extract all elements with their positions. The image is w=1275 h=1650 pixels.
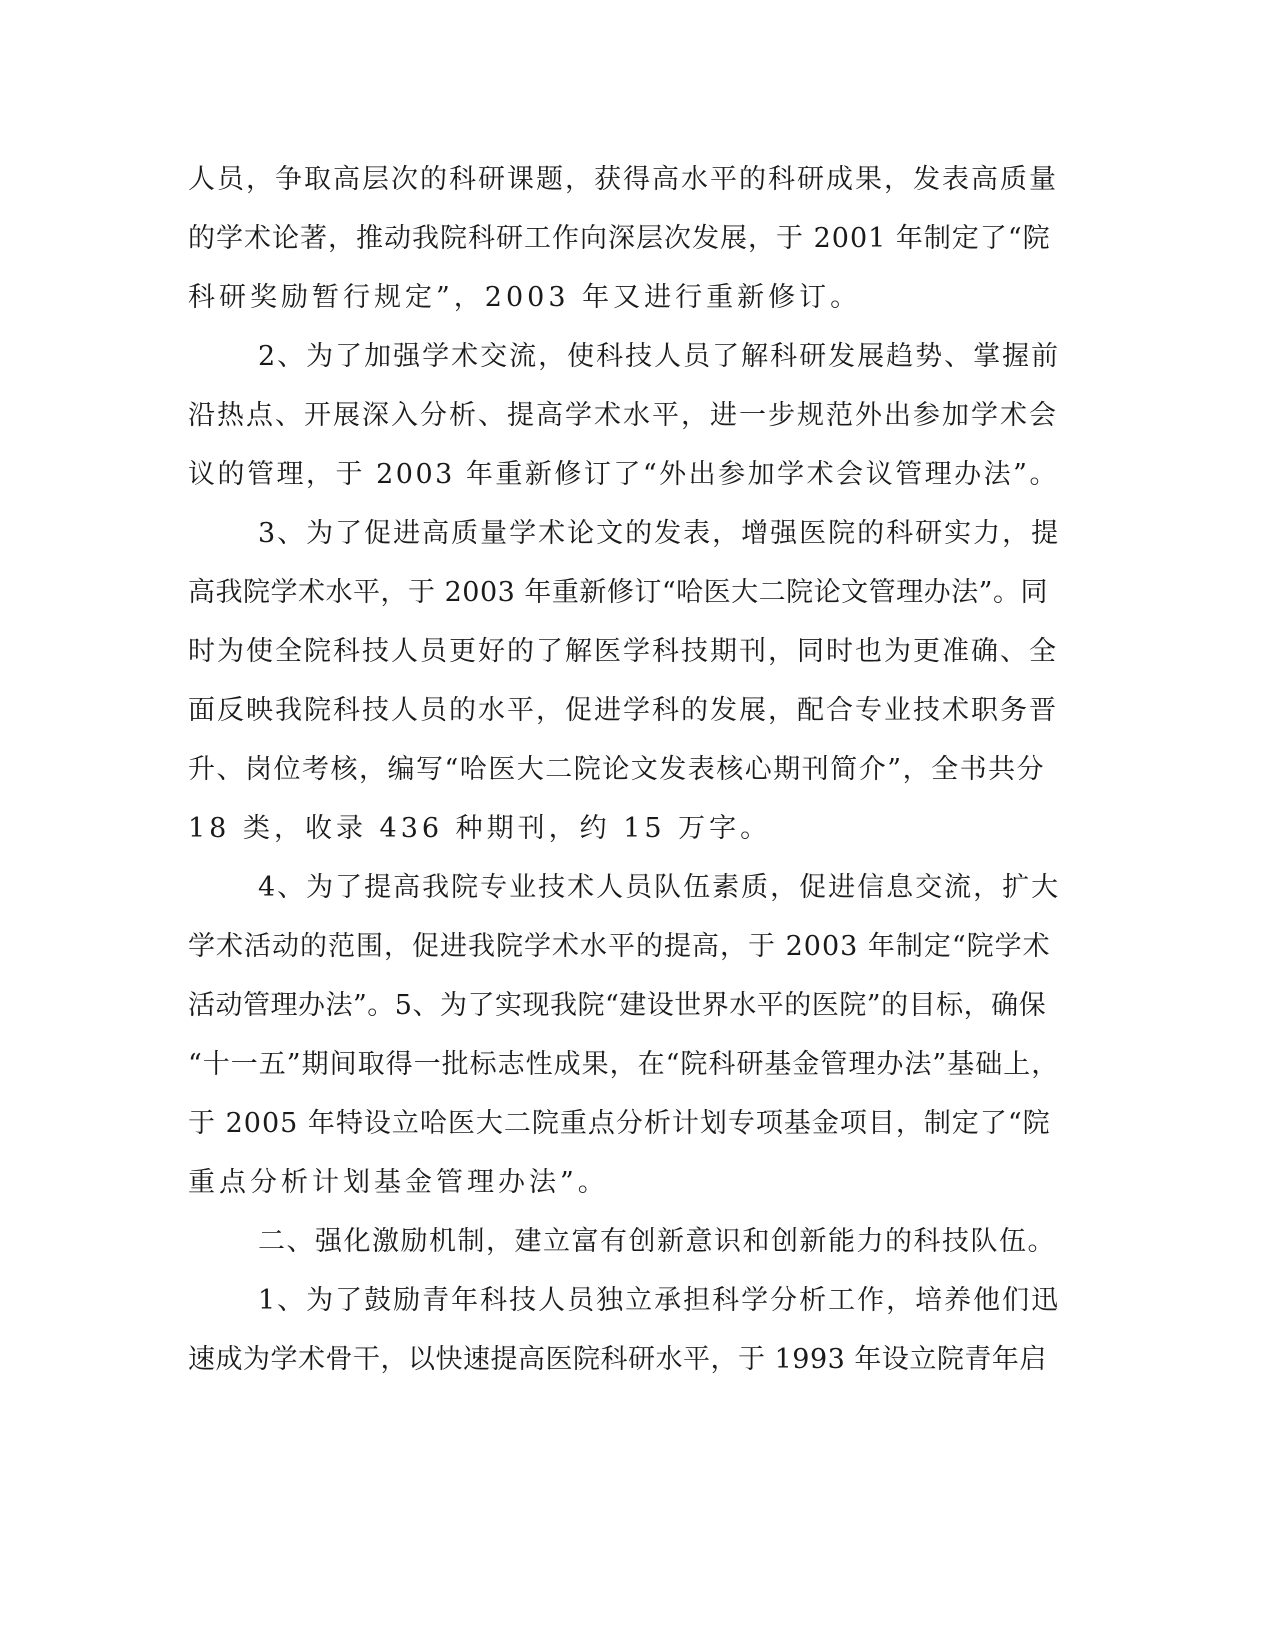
paragraph-start-line: 4、为了提高我院专业技术人员队伍素质，促进信息交流，扩大	[258, 872, 1061, 903]
text-line: 高我院学术水平，于 2003 年重新修订“哈医大二院论文管理办法”。同	[188, 577, 1048, 608]
paragraph-start-line: 1、为了鼓励青年科技人员独立承担科学分析工作，培养他们迅	[258, 1285, 1061, 1316]
text-line: 活动管理办法”。5、为了实现我院“建设世界水平的医院”的目标，确保	[188, 990, 1047, 1021]
text-line: 学术活动的范围，促进我院学术水平的提高，于 2003 年制定“院学术	[188, 931, 1051, 962]
text-line: 面反映我院科技人员的水平，促进学科的发展，配合专业技术职务晋	[188, 695, 1058, 726]
text-line: 升、岗位考核，编写“哈医大二院论文发表核心期刊简介”，全书共分	[188, 754, 1046, 785]
paragraph-start-line: 3、为了促进高质量学术论文的发表，增强医院的科研实力，提	[258, 518, 1061, 549]
text-line: 重点分析计划基金管理办法”。	[188, 1167, 609, 1198]
text-line: 议的管理，于 2003 年重新修订了“外出参加学术会议管理办法”。	[188, 459, 1059, 490]
text-line: 科研奖励暂行规定”，2003 年又进行重新修订。	[188, 282, 862, 313]
text-line: “十一五”期间取得一批标志性成果，在“院科研基金管理办法”基础上，	[188, 1049, 1060, 1080]
text-line: 速成为学术骨干，以快速提高医院科研水平，于 1993 年设立院青年启	[188, 1344, 1047, 1375]
text-line: 人员，争取高层次的科研课题，获得高水平的科研成果，发表高质量	[188, 164, 1058, 195]
text-line: 沿热点、开展深入分析、提高学术水平，进一步规范外出参加学术会	[188, 400, 1058, 431]
text-line: 的学术论著，推动我院科研工作向深层次发展，于 2001 年制定了“院	[188, 223, 1051, 254]
text-line: 于 2005 年特设立哈医大二院重点分析计划专项基金项目，制定了“院	[188, 1108, 1051, 1139]
text-line: 时为使全院科技人员更好的了解医学科技期刊，同时也为更准确、全	[188, 636, 1058, 667]
text-line: 18 类，收录 436 种期刊，约 15 万字。	[188, 813, 772, 844]
paragraph-start-line: 2、为了加强学术交流，使科技人员了解科研发展趋势、掌握前	[258, 341, 1061, 372]
section-heading: 二、强化激励机制，建立富有创新意识和创新能力的科技队伍。	[258, 1226, 1056, 1257]
